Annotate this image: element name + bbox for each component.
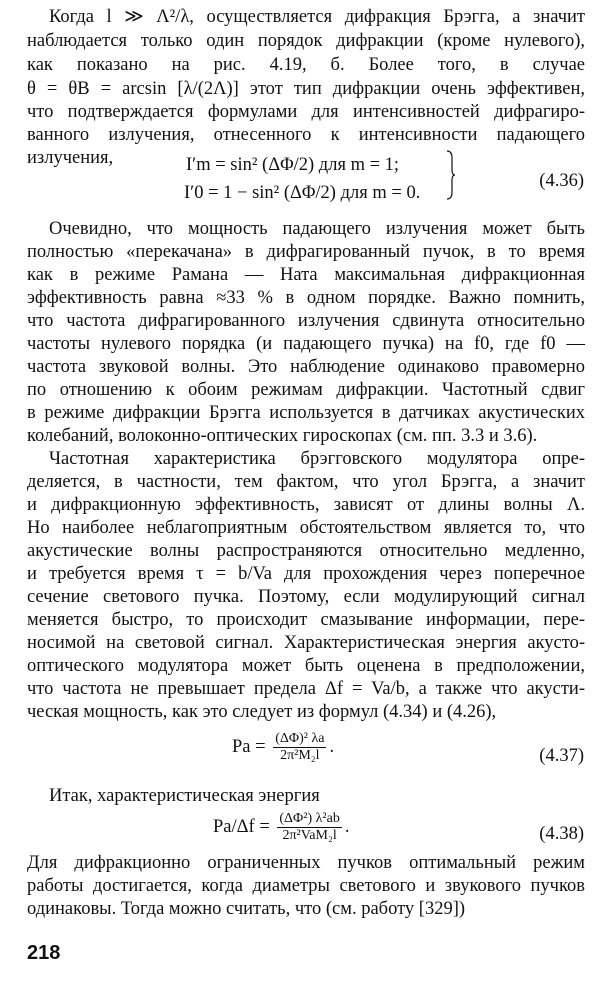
paragraph-1-line: как показано на рис. 4.19, б. Более того, в случае: [27, 55, 585, 75]
paragraph-2-line: как в режиме Рамана — Ната максимальная дифракционная: [27, 265, 585, 285]
paragraph-1-line: Когда l ≫ Λ²/λ, осуществляется дифракция Брэгга, а значит: [49, 7, 585, 27]
paragraph-3-line: носимой на световой сигнал. Характеристическая энергия акусто-: [27, 633, 585, 653]
paragraph-4: Итак, характеристическая энергия: [49, 786, 320, 806]
right-brace-icon: [446, 150, 456, 200]
equation-4-37: [232, 731, 334, 764]
equation-lhs: Pa =: [232, 736, 266, 757]
paragraph-3-line: и дифракционную эффективность, зависят от длины волны Λ.: [27, 495, 585, 515]
paragraph-1-line: наблюдается только один порядок дифракции (кроме нулевого),: [27, 31, 585, 51]
paragraph-3-line: ческая мощность, как это следует из формул (4.34) и (4.26),: [27, 702, 497, 722]
page-number: 218: [27, 942, 61, 964]
paragraph-2-line: по отношению к обоим режимам дифракции. Частотный сдвиг: [27, 380, 585, 400]
equation-number: (4.37): [539, 746, 584, 766]
paragraph-2-line: частота звуковой волны. Это наблюдение одинаково правомерно: [27, 357, 585, 377]
equation-4-36-line-2: I′0 = 1 − sin² (ΔΦ/2) для m = 0.: [184, 183, 421, 203]
equation-number: (4.36): [539, 171, 584, 191]
paragraph-1-line: что подтверждается формулами для интенсивностей дифрагиро-: [27, 102, 585, 122]
paragraph-5-line: одинаковы. Тогда можно считать, что (см. работу [329]): [27, 899, 466, 919]
paragraph-3-line: Частотная характеристика брэгговского модулятора опре-: [49, 449, 585, 469]
paragraph-1-line: θ = θB = arcsin [λ/(2Λ)] этот тип дифракции очень эффективен,: [27, 79, 585, 99]
paragraph-2-line: полностью «перекачана» в дифрагированный пучок, в то время: [27, 242, 585, 262]
paragraph-3-line: Но наиболее неблагоприятным обстоятельством является то, что: [27, 518, 585, 538]
paragraph-3-line: и требуется время τ = b/Va для прохождения через поперечное: [27, 564, 585, 584]
denominator: 2π²M₂l: [280, 748, 320, 763]
equation-lhs: Pa/Δf =: [213, 816, 270, 837]
numerator: (ΔΦ)² λa: [275, 731, 325, 746]
paragraph-3-line: акустические волны распространяются относительно медленно,: [27, 541, 585, 561]
paragraph-2-line: Очевидно, что мощность падающего излучения может быть: [49, 219, 585, 239]
fraction: [273, 731, 326, 764]
paragraph-2-line: частоты нулевого порядка (и падающего пучка) на f0, где f0 —: [27, 334, 585, 354]
equation-tail: .: [329, 736, 335, 757]
paragraph-2-line: что частота дифрагированного излучения сдвинута относительно: [27, 311, 585, 331]
paragraph-2-line: в режиме дифракции Брэгга используется в датчиках акустических: [27, 403, 585, 423]
paragraph-3-line: оптического модулятора может быть оценена в предположении,: [27, 656, 585, 676]
denominator: 2π²VaM₂l: [282, 828, 337, 843]
paragraph-3-line: деляется, в частности, тем фактом, что угол Брэгга, а значит: [27, 472, 585, 492]
equation-4-38: [213, 811, 349, 844]
equation-4-36-line-1: I′m = sin² (ΔΦ/2) для m = 1;: [186, 155, 400, 175]
paragraph-3-line: что частота не превышает предела Δf = Va/b, а также что акусти-: [27, 679, 585, 699]
paragraph-3-line: меняется быстро, то происходит смазывание информации, пере-: [27, 610, 585, 630]
paragraph-1-line: излучения,: [27, 148, 114, 168]
equation-tail: .: [344, 816, 350, 837]
paragraph-5-line: Для дифракционно ограниченных пучков оптимальный режим: [27, 853, 585, 873]
paragraph-1-line: ванного излучения, отнесенного к интенсивности падающего: [27, 125, 585, 145]
paragraph-2-line: эффективность равна ≈33 % в одном порядке. Важно помнить,: [27, 288, 585, 308]
paragraph-2-line: колебаний, волоконно-оптических гироскопах (см. пп. 3.3 и 3.6).: [27, 426, 538, 446]
numerator: (ΔΦ²) λ²ab: [279, 811, 340, 826]
paragraph-5-line: работы достигается, когда диаметры светового и звукового пучков: [27, 876, 585, 896]
fraction: [277, 811, 341, 844]
paragraph-3-line: сечение светового пучка. Поэтому, если модулирующий сигнал: [27, 587, 585, 607]
equation-number: (4.38): [539, 824, 584, 844]
